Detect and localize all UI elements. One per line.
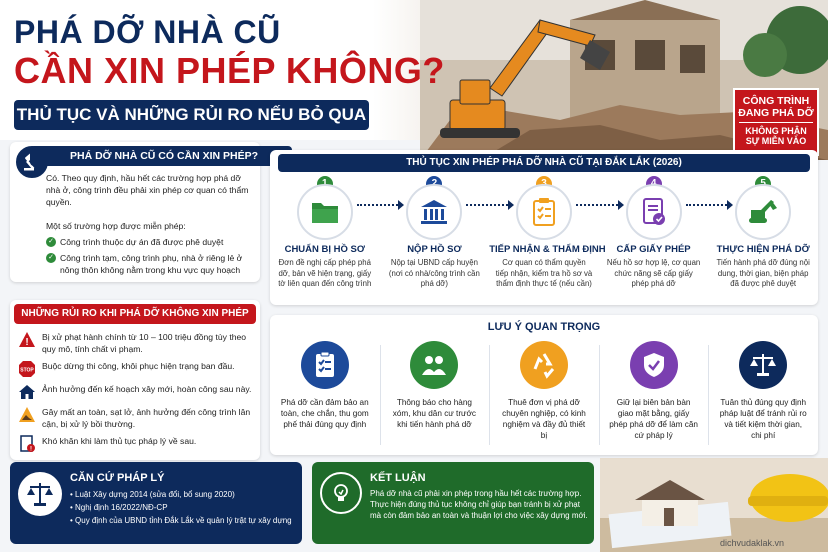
step-title: CẤP GIẤY PHÉP	[616, 244, 691, 255]
note-text: Thuê đơn vị phá dỡ chuyên nghiệp, có kinh nghiệm và đầy đủ thiết bị	[502, 398, 586, 440]
watermark: dichvudaklak.vn	[720, 538, 785, 548]
risk-card	[10, 300, 260, 460]
note-text: Thông báo cho hàng xóm, khu dân cư trước khi tiến hành phá dỡ	[392, 398, 476, 429]
shield-check-icon	[630, 341, 678, 389]
step-description: Nộp tại UBND cấp huyện (nơi có nhà/công trình cần phá dỡ)	[388, 258, 480, 288]
warning-triangle-icon	[18, 331, 36, 349]
note-text: Phá dỡ cần đảm bảo an toàn, che chắn, thu gom phế thải đúng quy định	[280, 398, 369, 429]
subtitle-banner: THỦ TỤC VÀ NHỮNG RỦI RO NẾU BỎ QUA	[14, 100, 369, 130]
legal-basis-card	[10, 462, 302, 544]
risk-item: ! Bị xử phạt hành chính từ 10 – 100 triệu đồng tùy theo quy mô, tính chất vi phạm.	[18, 331, 254, 355]
notes-card	[270, 315, 818, 455]
document-warning-icon	[18, 435, 36, 453]
note-item	[708, 341, 818, 451]
divider	[708, 345, 709, 445]
legal-item: • Quy định của UBND tỉnh Đắk Lắk về quản lý trật tự xây dựng	[70, 516, 292, 525]
exempt-item: ✓ Công trình thuộc dự án đã được phê duyệt	[46, 236, 256, 248]
legal-heading: CĂN CỨ PHÁP LÝ	[70, 472, 165, 484]
certificate-icon	[626, 184, 682, 240]
stop-sign-icon	[18, 360, 36, 378]
risk-item: Ảnh hưởng đến kế hoạch xây mới, hoàn công sau này.	[18, 383, 254, 401]
page-title-line2: CẦN XIN PHÉP KHÔNG?	[14, 50, 445, 91]
step-title: CHUẨN BỊ HỒ SƠ	[284, 244, 365, 255]
sign-line1: CÔNG TRÌNH ĐANG PHÁ DỠ	[738, 95, 814, 119]
note-text: Giữ lại biên bản bàn giao mặt bằng, giấy phép phá dỡ để làm căn cứ pháp lý	[609, 398, 698, 440]
excavator-icon	[735, 184, 791, 240]
step-description: Đơn đề nghị cấp phép phá dỡ, bản vẽ hiện trạng, giấy tờ liên quan đến công trình	[278, 258, 372, 288]
government-building-icon	[406, 184, 462, 240]
clipboard-icon	[301, 341, 349, 389]
step-description: Nếu hồ sơ hợp lệ, cơ quan chức năng sẽ cấp giấy phép phá dỡ	[606, 258, 701, 288]
page-title-line1: PHÁ DỠ NHÀ CŨ	[14, 14, 281, 50]
notes-list	[270, 315, 818, 455]
exempt-item: ✓ Công trình tạm, công trình phụ, nhà ở riêng lẻ ở nông thôn không nằm trong khu vực quy hoạch	[46, 252, 256, 276]
risk-heading: NHỮNG RỦI RO KHI PHÁ DỠ KHÔNG XIN PHÉP	[14, 304, 256, 324]
check-icon: ✓	[46, 253, 56, 263]
note-item	[270, 341, 380, 451]
scales-icon	[739, 341, 787, 389]
step-title: NỘP HỒ SƠ	[407, 244, 462, 255]
people-icon	[410, 341, 458, 389]
step-description: Cơ quan có thẩm quyền tiếp nhận, kiểm tra hồ sơ và thẩm định thực tế (nếu cần)	[495, 258, 593, 288]
step-description: Tiến hành phá dỡ đúng nội dung, thời gian, biện pháp đã được phê duyệt	[716, 258, 810, 288]
lightbulb-icon	[320, 472, 362, 514]
svg-text:STOP: STOP	[20, 367, 34, 374]
note-item	[380, 341, 490, 451]
exempt-title: Một số trường hợp được miễn phép:	[46, 221, 186, 231]
procedure-step	[489, 176, 606, 304]
house-icon	[18, 383, 36, 401]
permit-heading: PHÁ DỠ NHÀ CŨ CÓ CẦN XIN PHÉP?	[30, 146, 292, 166]
notes-heading: LƯU Ý QUAN TRỌNG	[487, 321, 601, 333]
note-text: Tuân thủ đúng quy định pháp luật để tránh rủi ro và tiết kiệm thời gian, chi phí	[719, 398, 807, 440]
recycle-icon	[520, 341, 568, 389]
step-title: THỰC HIỆN PHÁ DỠ	[716, 244, 810, 255]
house-model-image	[600, 458, 828, 552]
risk-item: STOP Buộc dừng thi công, khôi phục hiện trạng ban đầu.	[18, 360, 254, 378]
permit-card	[10, 142, 260, 282]
conclusion-card	[312, 462, 594, 544]
folder-icon	[297, 184, 353, 240]
warning-sign	[733, 88, 819, 156]
risk-item: ! Khó khăn khi làm thủ tục pháp lý về sau.	[18, 435, 254, 453]
risk-item: Gây mất an toàn, sạt lở, ảnh hưởng đến công trình lân cận, bị xử lý bồi thường.	[18, 406, 254, 430]
svg-text:!: !	[30, 446, 32, 453]
note-item	[489, 341, 599, 451]
svg-text:!: !	[25, 337, 29, 348]
conclusion-heading: KẾT LUẬN	[370, 472, 426, 484]
divider	[489, 345, 490, 445]
legal-item: • Luật Xây dựng 2014 (sửa đổi, bổ sung 2020)	[70, 490, 235, 499]
scales-icon	[18, 472, 62, 516]
procedure-heading: THỦ TỤC XIN PHÉP PHÁ DỠ NHÀ CŨ TẠI ĐẮK LẮK (2026)	[278, 154, 810, 172]
procedure-steps	[270, 176, 818, 304]
procedure-step	[380, 176, 490, 304]
permit-intro: Có. Theo quy định, hầu hết các trường hợp phá dỡ nhà ở, công trình đều phải xin phép cơ quan có thẩm quyền.	[46, 173, 249, 207]
divider	[380, 345, 381, 445]
landslide-icon	[18, 406, 36, 424]
note-item	[599, 341, 709, 451]
sign-line2: KHÔNG PHẬN SỰ MIỄN VÀO	[739, 122, 813, 146]
step-title: TIẾP NHẬN & THẨM ĐỊNH	[489, 244, 606, 255]
procedure-step	[599, 176, 709, 304]
procedure-card	[270, 150, 818, 305]
procedure-step	[708, 176, 818, 304]
legal-item: • Nghị định 16/2022/NĐ-CP	[70, 503, 168, 512]
divider	[599, 345, 600, 445]
checklist-icon	[516, 184, 572, 240]
check-icon: ✓	[46, 237, 56, 247]
conclusion-text: Phá dỡ nhà cũ phải xin phép trong hầu hết các trường hợp. Thực hiện đúng thủ tục không chỉ giúp bạn tránh bị xử phạt mà còn đảm bảo an toàn và thuận lợi cho việc xây dựng mới.	[370, 489, 588, 520]
procedure-step	[270, 176, 380, 304]
